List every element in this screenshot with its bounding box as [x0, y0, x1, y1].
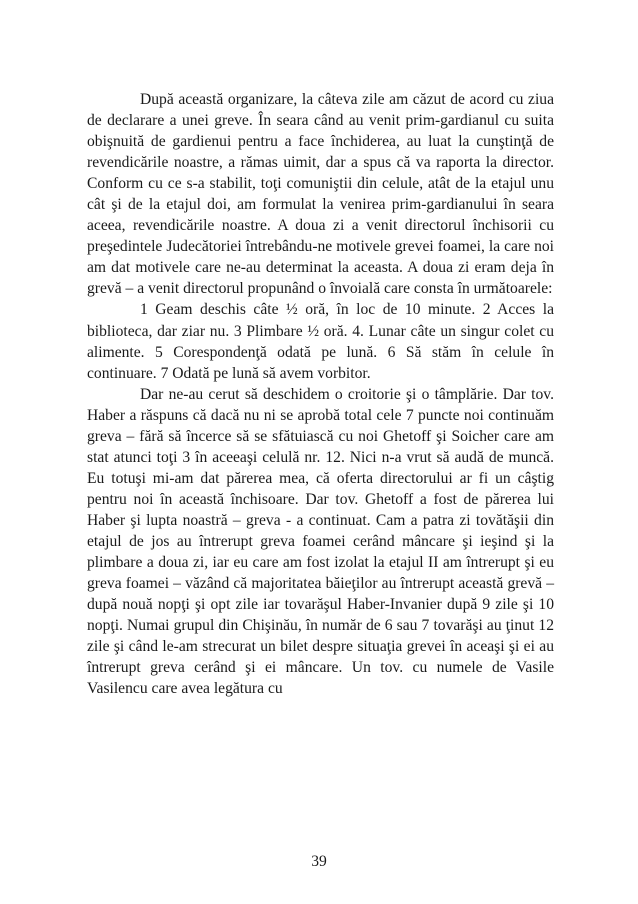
paragraph-3: Dar ne-au cerut să deschidem o croitorie şi o tâmplărie. Dar tov. Haber a răspuns că dacă nu ni se aprobă total cele 7 puncte noi continuăm greva – fără să încerce să se sfătuiască cu noi Ghetoff şi Soicher care am stat atunci toţi 3 în aceeaşi celulă nr. 12. Nici n-a vrut să audă de muncă. Eu totuşi mi-am dat părerea mea, că oferta directorului ar fi un câştig pentru noi în această închisoare. Dar tov. Ghetoff a fost de părerea lui Haber şi lupta noastră – greva - a continuat. Cam a patra zi tovătăşii din etajul de jos au întrerupt greva foamei cerând mâncare şi ieşind şi la plimbare a doua zi, iar eu care am fost izolat la etajul II am întrerupt şi eu greva foamei – văzând că majoritatea băieţilor au întrerupt această grevă – după nouă nopţi şi opt zile iar tovarăşul Haber-Invanier după 9 zile şi 10 nopţi. Numai grupul din Chişinău, în număr de 6 sau 7 tovarăşi au ţinut 12 zile şi când le-am strecurat un bilet despre situaţia grevei în aceaşi şi ei au întrerupt greva cerând şi ei mâncare. Un tov. cu numele de Vasile Vasilencu care avea legătura cu — [87, 385, 554, 698]
body-text — [87, 89, 554, 699]
paragraph-1: După această organizare, la câteva zile am căzut de acord cu ziua de declarare a unei greve. În seara când au venit prim-gardianul cu suita obişnuită de gardienui pentru a face închiderea, au luat la cunştinţă de revendicările noastre, a rămas uimit, dar a spus că va raporta la director. Conform cu ce s-a stabilit, toţi comuniştii din celule, atât de la etajul unu cât şi de la etajul doi, am formulat la venirea prim-gardianului în seara aceea, revendicările noastre. A doua zi a venit directorul închisorii cu preşedintele Judecătoriei întrebându-ne motivele grevei foamei, la care noi am dat motivele care ne-au determinat la aceasta. A doua zi eram deja în grevă – a venit directorul propunând o învoială care consta în următoarele: — [87, 91, 554, 298]
page-number: 39 — [311, 853, 327, 870]
paragraph-2: 1 Geam deschis câte ½ oră, în loc de 10 minute. 2 Acces la biblioteca, dar ziar nu. 3 Plimbare ½ oră. 4. Lunar câte un singur colet cu alimente. 5 Corespondenţă odată pe lună. 6 Să stăm în celule în continuare. 7 Odată pe lună să avem vorbitor. — [87, 301, 554, 382]
